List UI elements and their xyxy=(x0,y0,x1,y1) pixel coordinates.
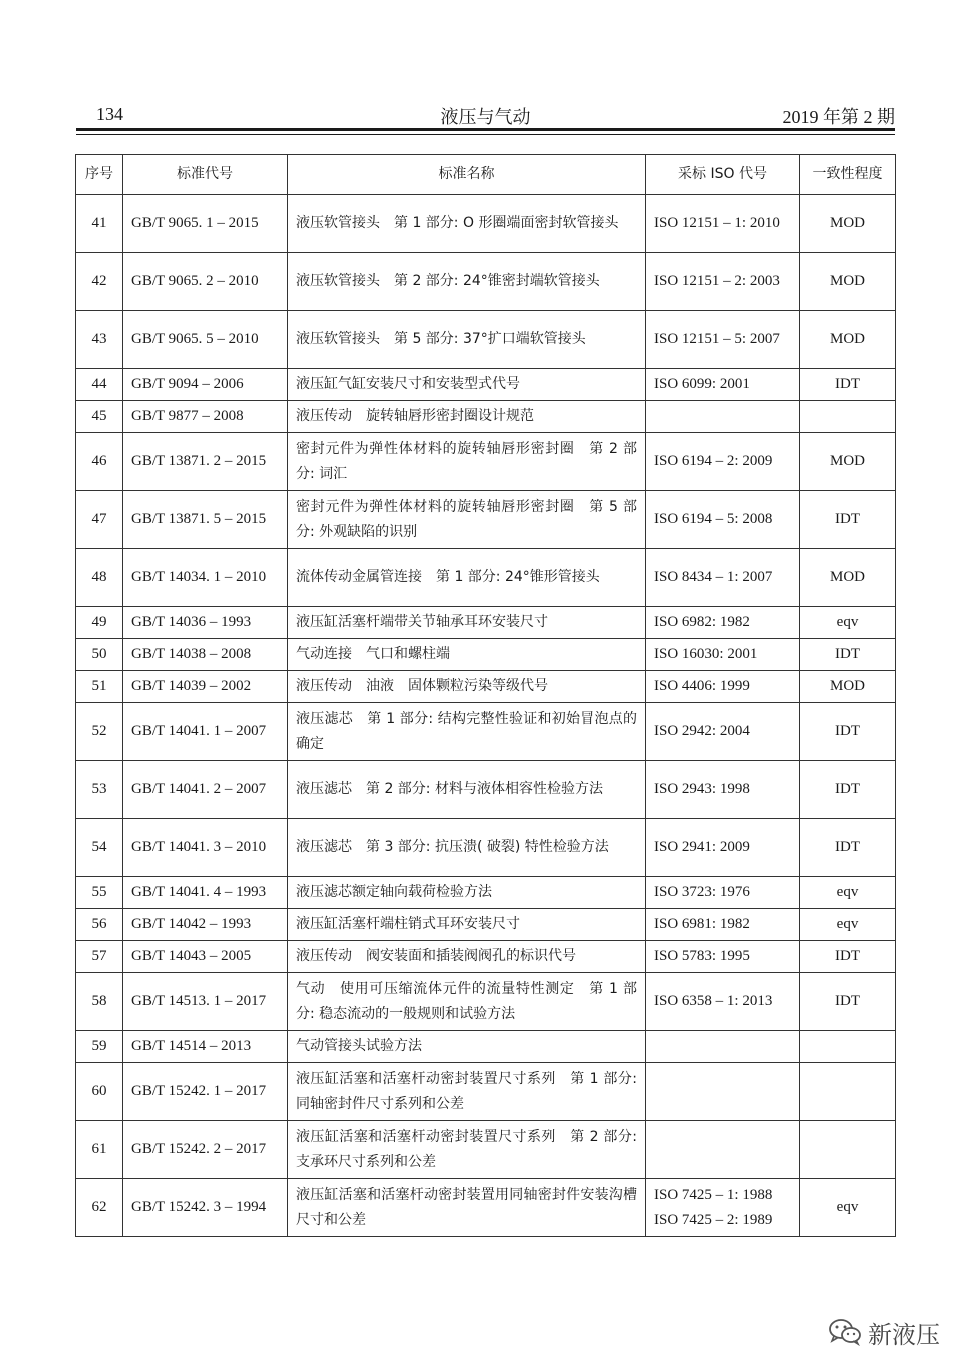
cell-no: 44 xyxy=(76,369,123,401)
cell-code: GB/T 13871. 2 – 2015 xyxy=(123,433,288,491)
cell-name: 密封元件为弹性体材料的旋转轴唇形密封圈 第 5 部分: 外观缺陷的识别 xyxy=(288,491,646,549)
table-row xyxy=(76,491,896,549)
running-header xyxy=(76,100,895,128)
cell-iso: ISO 4406: 1999 xyxy=(646,671,800,703)
table-row xyxy=(76,671,896,703)
table-row xyxy=(76,973,896,1031)
cell-no: 46 xyxy=(76,433,123,491)
cell-no: 51 xyxy=(76,671,123,703)
col-header-degree: 一致性程度 xyxy=(800,155,896,195)
cell-code: GB/T 14038 – 2008 xyxy=(123,639,288,671)
cell-degree: IDT xyxy=(800,941,896,973)
cell-degree: IDT xyxy=(800,973,896,1031)
table-row xyxy=(76,1121,896,1179)
cell-iso xyxy=(646,1179,800,1237)
iso-line: ISO 7425 – 2: 1989 xyxy=(654,1211,773,1228)
cell-degree: MOD xyxy=(800,253,896,311)
cell-no: 61 xyxy=(76,1121,123,1179)
cell-name: 流体传动金属管连接 第 1 部分: 24°锥形管接头 xyxy=(288,549,646,607)
cell-no: 42 xyxy=(76,253,123,311)
table-row xyxy=(76,1063,896,1121)
cell-code: GB/T 9094 – 2006 xyxy=(123,369,288,401)
cell-code: GB/T 15242. 3 – 1994 xyxy=(123,1179,288,1237)
cell-no: 49 xyxy=(76,607,123,639)
cell-name: 气动 使用可压缩流体元件的流量特性测定 第 1 部分: 稳态流动的一般规则和试验方法 xyxy=(288,973,646,1031)
cell-iso xyxy=(646,1121,800,1179)
table-header xyxy=(76,155,896,195)
table-row xyxy=(76,369,896,401)
cell-name: 液压滤芯额定轴向载荷检验方法 xyxy=(288,877,646,909)
cell-code: GB/T 9877 – 2008 xyxy=(123,401,288,433)
cell-degree: IDT xyxy=(800,761,896,819)
cell-degree xyxy=(800,1063,896,1121)
table-header-row xyxy=(76,155,896,195)
cell-degree xyxy=(800,401,896,433)
cell-code: GB/T 15242. 2 – 2017 xyxy=(123,1121,288,1179)
cell-iso xyxy=(646,401,800,433)
cell-no: 54 xyxy=(76,819,123,877)
cell-code: GB/T 9065. 2 – 2010 xyxy=(123,253,288,311)
cell-no: 60 xyxy=(76,1063,123,1121)
cell-iso: ISO 2941: 2009 xyxy=(646,819,800,877)
table-row xyxy=(76,311,896,369)
cell-code: GB/T 14514 – 2013 xyxy=(123,1031,288,1063)
cell-code: GB/T 14041. 3 – 2010 xyxy=(123,819,288,877)
cell-iso: ISO 16030: 2001 xyxy=(646,639,800,671)
cell-degree: MOD xyxy=(800,195,896,253)
cell-name: 液压传动 油液 固体颗粒污染等级代号 xyxy=(288,671,646,703)
cell-iso: ISO 3723: 1976 xyxy=(646,877,800,909)
cell-no: 62 xyxy=(76,1179,123,1237)
cell-no: 59 xyxy=(76,1031,123,1063)
cell-degree: eqv xyxy=(800,1179,896,1237)
cell-name: 液压软管接头 第 5 部分: 37°扩口端软管接头 xyxy=(288,311,646,369)
standards-table xyxy=(75,154,896,1237)
cell-code: GB/T 14043 – 2005 xyxy=(123,941,288,973)
cell-code: GB/T 15242. 1 – 2017 xyxy=(123,1063,288,1121)
cell-iso xyxy=(646,1063,800,1121)
cell-no: 47 xyxy=(76,491,123,549)
cell-name: 气动管接头试验方法 xyxy=(288,1031,646,1063)
cell-iso: ISO 12151 – 2: 2003 xyxy=(646,253,800,311)
cell-no: 53 xyxy=(76,761,123,819)
cell-code: GB/T 9065. 5 – 2010 xyxy=(123,311,288,369)
cell-code: GB/T 14034. 1 – 2010 xyxy=(123,549,288,607)
page-number: 134 xyxy=(96,104,123,124)
cell-iso: ISO 2942: 2004 xyxy=(646,703,800,761)
cell-no: 50 xyxy=(76,639,123,671)
cell-iso: ISO 12151 – 1: 2010 xyxy=(646,195,800,253)
table-row xyxy=(76,819,896,877)
cell-iso: ISO 5783: 1995 xyxy=(646,941,800,973)
cell-no: 41 xyxy=(76,195,123,253)
cell-degree: IDT xyxy=(800,369,896,401)
cell-name: 液压传动 旋转轴唇形密封圈设计规范 xyxy=(288,401,646,433)
cell-degree: MOD xyxy=(800,433,896,491)
watermark xyxy=(828,1315,940,1349)
cell-no: 48 xyxy=(76,549,123,607)
cell-degree: IDT xyxy=(800,819,896,877)
table-row xyxy=(76,877,896,909)
cell-iso: ISO 8434 – 1: 2007 xyxy=(646,549,800,607)
table-row xyxy=(76,401,896,433)
cell-name: 液压软管接头 第 1 部分: O 形圈端面密封软管接头 xyxy=(288,195,646,253)
table-row xyxy=(76,433,896,491)
cell-degree: eqv xyxy=(800,877,896,909)
cell-no: 45 xyxy=(76,401,123,433)
header-rule-thick xyxy=(76,128,895,131)
cell-name: 液压缸活塞和活塞杆动密封装置尺寸系列 第 1 部分: 同轴密封件尺寸系列和公差 xyxy=(288,1063,646,1121)
cell-name: 液压滤芯 第 2 部分: 材料与液体相容性检验方法 xyxy=(288,761,646,819)
cell-degree: MOD xyxy=(800,549,896,607)
cell-code: GB/T 14513. 1 – 2017 xyxy=(123,973,288,1031)
cell-no: 43 xyxy=(76,311,123,369)
table-row xyxy=(76,607,896,639)
col-header-code: 标准代号 xyxy=(123,155,288,195)
table-row xyxy=(76,253,896,311)
table-row xyxy=(76,761,896,819)
cell-name: 液压缸活塞杆端带关节轴承耳环安装尺寸 xyxy=(288,607,646,639)
cell-iso xyxy=(646,1031,800,1063)
cell-iso: ISO 6099: 2001 xyxy=(646,369,800,401)
col-header-iso: 采标 ISO 代号 xyxy=(646,155,800,195)
cell-iso: ISO 6358 – 1: 2013 xyxy=(646,973,800,1031)
cell-iso: ISO 6982: 1982 xyxy=(646,607,800,639)
cell-code: GB/T 14039 – 2002 xyxy=(123,671,288,703)
cell-code: GB/T 14041. 4 – 1993 xyxy=(123,877,288,909)
cell-name: 液压滤芯 第 3 部分: 抗压溃( 破裂) 特性检验方法 xyxy=(288,819,646,877)
cell-degree: eqv xyxy=(800,607,896,639)
table-row xyxy=(76,549,896,607)
table-row xyxy=(76,909,896,941)
watermark-text: 新液压 xyxy=(868,1320,940,1349)
cell-iso: ISO 2943: 1998 xyxy=(646,761,800,819)
cell-iso: ISO 6981: 1982 xyxy=(646,909,800,941)
cell-name: 气动连接 气口和螺柱端 xyxy=(288,639,646,671)
cell-iso: ISO 6194 – 2: 2009 xyxy=(646,433,800,491)
cell-name: 液压缸活塞杆端柱销式耳环安装尺寸 xyxy=(288,909,646,941)
table-row xyxy=(76,703,896,761)
cell-name: 液压缸活塞和活塞杆动密封装置尺寸系列 第 2 部分: 支承环尺寸系列和公差 xyxy=(288,1121,646,1179)
cell-iso: ISO 12151 – 5: 2007 xyxy=(646,311,800,369)
cell-no: 58 xyxy=(76,973,123,1031)
cell-code: GB/T 13871. 5 – 2015 xyxy=(123,491,288,549)
table-row xyxy=(76,941,896,973)
cell-name: 液压缸活塞和活塞杆动密封装置用同轴密封件安装沟槽尺寸和公差 xyxy=(288,1179,646,1237)
cell-name: 密封元件为弹性体材料的旋转轴唇形密封圈 第 2 部分: 词汇 xyxy=(288,433,646,491)
cell-degree: eqv xyxy=(800,909,896,941)
cell-name: 液压传动 阀安装面和插装阀阀孔的标识代号 xyxy=(288,941,646,973)
cell-code: GB/T 14042 – 1993 xyxy=(123,909,288,941)
header-rule-thin xyxy=(76,134,895,135)
cell-no: 55 xyxy=(76,877,123,909)
cell-degree: IDT xyxy=(800,491,896,549)
cell-name: 液压软管接头 第 2 部分: 24°锥密封端软管接头 xyxy=(288,253,646,311)
cell-code: GB/T 14041. 1 – 2007 xyxy=(123,703,288,761)
cell-degree: IDT xyxy=(800,703,896,761)
table-row xyxy=(76,639,896,671)
cell-degree: MOD xyxy=(800,311,896,369)
cell-no: 57 xyxy=(76,941,123,973)
cell-degree xyxy=(800,1121,896,1179)
cell-name: 液压缸气缸安装尺寸和安装型式代号 xyxy=(288,369,646,401)
cell-code: GB/T 14041. 2 – 2007 xyxy=(123,761,288,819)
iso-line: ISO 7425 – 1: 1988 xyxy=(654,1186,773,1203)
cell-code: GB/T 14036 – 1993 xyxy=(123,607,288,639)
table-row xyxy=(76,1179,896,1237)
col-header-no: 序号 xyxy=(76,155,123,195)
journal-title: 液压与气动 xyxy=(440,107,531,128)
cell-name: 液压滤芯 第 1 部分: 结构完整性验证和初始冒泡点的确定 xyxy=(288,703,646,761)
cell-degree: MOD xyxy=(800,671,896,703)
table-row xyxy=(76,1031,896,1063)
cell-degree xyxy=(800,1031,896,1063)
table-body xyxy=(76,195,896,1237)
cell-no: 56 xyxy=(76,909,123,941)
cell-no: 52 xyxy=(76,703,123,761)
table-row xyxy=(76,195,896,253)
wechat-icon xyxy=(828,1318,862,1346)
col-header-name: 标准名称 xyxy=(288,155,646,195)
issue-label: 2019 年第 2 期 xyxy=(782,107,895,127)
cell-iso: ISO 6194 – 5: 2008 xyxy=(646,491,800,549)
cell-code: GB/T 9065. 1 – 2015 xyxy=(123,195,288,253)
cell-degree: IDT xyxy=(800,639,896,671)
